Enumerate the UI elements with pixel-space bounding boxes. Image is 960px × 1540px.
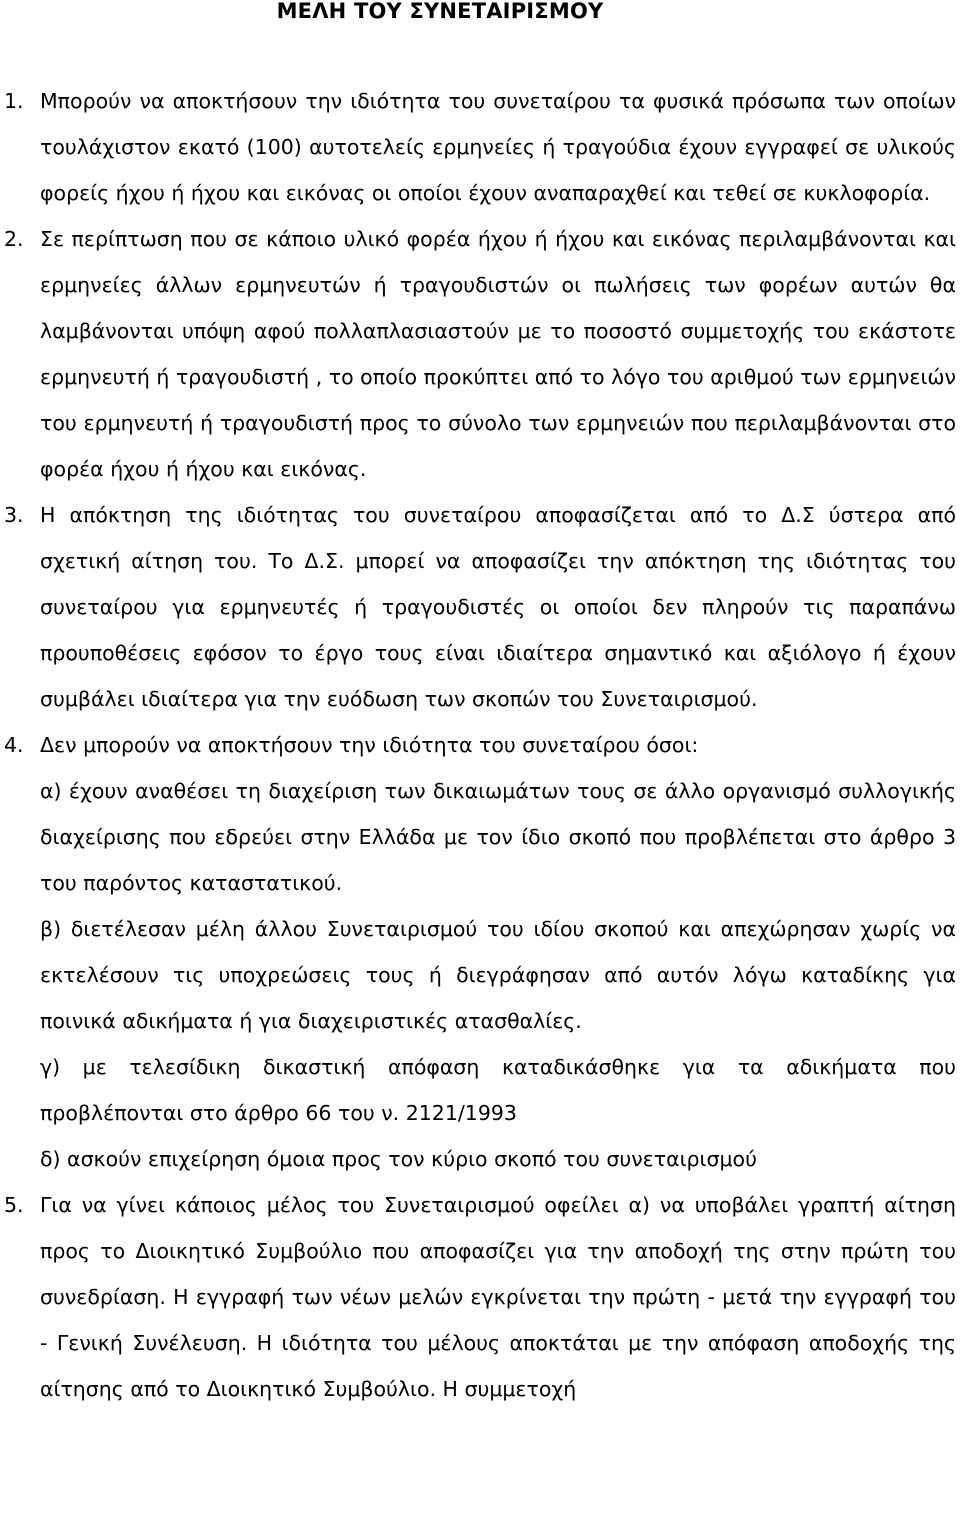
clause-intro: Δεν μπορούν να αποκτήσουν την ιδιότητα του συνεταίρου όσοι: (40, 733, 699, 757)
clause-text: Μπορούν να αποκτήσουν την ιδιότητα του συνεταίρου τα φυσικά πρόσωπα των οποίων τουλάχιστον εκατό (100) αυτοτελείς ερμηνείες ή τραγούδια έχουν εγγραφεί σε υλικούς φορείς ήχου ή ήχου και εικόνας οι οποίοι έχουν αναπαραχθεί και τεθεί σε κυκλοφορία. (40, 89, 956, 205)
subclause-d: δ) ασκούν επιχείρηση όμοια προς τον κύριο σκοπό του συνεταιρισμού (40, 1147, 757, 1171)
clause-item-2 (0, 216, 960, 492)
clause-text: Για να γίνει κάποιος μέλος του Συνεταιρισμού οφείλει α) να υποβάλει γραπτή αίτηση προς το Διοικητικό Συμβούλιο που αποφασίζει για την αποδοχή της στην πρώτη του συνεδρίαση. Η εγγραφή των νέων μελών εγκρίνεται την πρώτη - μετά την εγγραφή του - Γενική Συνέλευση. Η ιδιότητα του μέλους αποκτάται με την απόφαση αποδοχής της αίτησης από το Διοικητικό Συμβούλιο. Η συμμετοχή (40, 1193, 956, 1401)
subclause-b: β) διετέλεσαν μέλη άλλου Συνεταιρισμού του ιδίου σκοπού και απεχώρησαν χωρίς να εκτελέσουν τις υποχρεώσεις τους ή διεγράφησαν από αυτόν λόγω καταδίκης για ποινικά αδικήματα ή για διαχειριστικές ατασθαλίες. (40, 917, 956, 1033)
subclause-c: γ) με τελεσίδικη δικαστική απόφαση καταδικάσθηκε για τα αδικήματα που προβλέπονται στο άρθρο 66 του ν. 2121/1993 (40, 1055, 956, 1125)
clause-text: Η απόκτηση της ιδιότητας του συνεταίρου αποφασίζεται από το Δ.Σ ύστερα από σχετική αίτηση του. Το Δ.Σ. μπορεί να αποφασίζει την απόκτηση της ιδιότητας του συνεταίρου για ερμηνευτές ή τραγουδιστές οι οποίοι δεν πληρούν τις παραπάνω προυποθέσεις εφόσον το έργο τους είναι ιδιαίτερα σημαντικό και αξιόλογο ή έχουν συμβάλει ιδιαίτερα για την ευόδωση των σκοπών του Συνεταιρισμού. (40, 503, 956, 711)
clause-item-1 (0, 78, 960, 216)
clause-number: 2. (4, 227, 24, 251)
membership-clauses-list (0, 78, 960, 1412)
clause-item-4 (0, 722, 960, 1182)
clause-item-3 (0, 492, 960, 722)
subclause-a: α) έχουν αναθέσει τη διαχείριση των δικαιωμάτων τους σε άλλο οργανισμό συλλογικής διαχείρισης που εδρεύει στην Ελλάδα με τον ίδιο σκοπό που προβλέπεται στο άρθρο 3 του παρόντος καταστατικού. (40, 779, 956, 895)
clause-number: 1. (4, 89, 24, 113)
clause-number: 5. (4, 1193, 24, 1217)
clause-number: 3. (4, 503, 24, 527)
clause-text: Σε περίπτωση που σε κάποιο υλικό φορέα ήχου ή ήχου και εικόνας περιλαμβάνονται και ερμηνείες άλλων ερμηνευτών ή τραγουδιστών οι πωλήσεις των φορέων αυτών θα λαμβάνονται υπόψη αφού πολλαπλασιαστούν με το ποσοστό συμμετοχής του εκάστοτε ερμηνευτή ή τραγουδιστή , το οποίο προκύπτει από το λόγο του αριθμού των ερμηνειών του ερμηνευτή ή τραγουδιστή προς το σύνολο των ερμηνειών που περιλαμβάνονται στο φορέα ήχου ή ήχου και εικόνας. (40, 227, 956, 481)
clause-number: 4. (4, 733, 24, 757)
clause-item-5 (0, 1182, 960, 1412)
document-title: ΜΕΛΗ ΤΟΥ ΣΥΝΕΤΑΙΡΙΣΜΟΥ (276, 0, 604, 23)
